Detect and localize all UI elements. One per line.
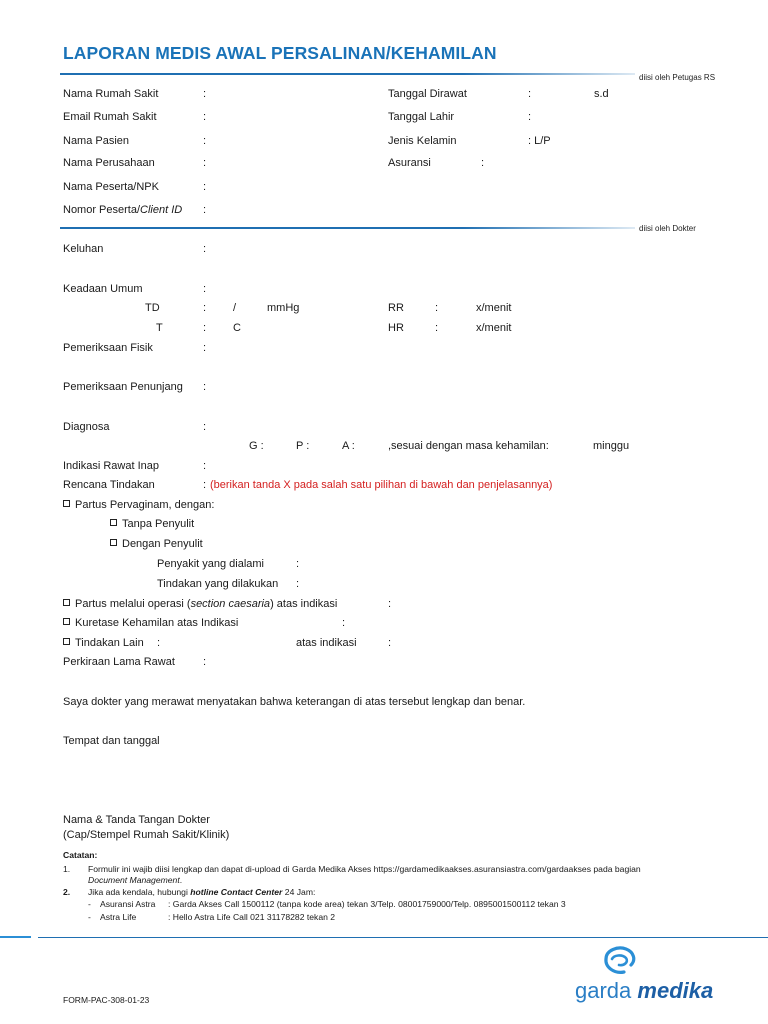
colon: : [203,283,207,295]
label-tindakan-dilakukan: Tindakan yang dilakukan [157,578,279,590]
checkbox[interactable] [110,519,117,526]
label-a: A : [342,440,355,452]
label-nama-pasien: Nama Pasien [63,135,130,147]
label-td: TD [145,302,160,314]
colon: : [342,617,346,629]
contact-label-asuransi-astra: Asuransi Astra [100,899,156,909]
doctor-statement: Saya dokter yang merawat menyatakan bahwa keterangan di atas tersebut lengkap dan benar. [63,696,526,708]
colon: : [203,479,207,491]
label-penyakit-dialami: Penyakit yang dialami [157,558,265,570]
unit-minggu: minggu [593,440,630,452]
colon: : [203,157,207,169]
colon: : [203,181,207,193]
checkbox[interactable] [63,618,70,625]
checkbox[interactable] [110,539,117,546]
colon: : [203,88,207,100]
colon: : [203,656,207,668]
colon: : [481,157,485,169]
option-dengan-penyulit[interactable]: Dengan Penyulit [110,538,203,550]
catatan-item-2: Jika ada kendala, hubungi hotline Contact Center 24 Jam: [88,887,316,897]
checkbox[interactable] [63,500,70,507]
colon: : [203,460,207,472]
label-pemeriksaan-fisik: Pemeriksaan Fisik [63,342,153,354]
label-tempat-tanggal: Tempat dan tanggal [63,735,160,747]
colon: : [435,322,439,334]
form-code: FORM-PAC-308-01-23 [63,995,150,1005]
label-nomor-peserta: Nomor Peserta/Client ID [63,204,183,216]
label-nama-perusahaan: Nama Perusahaan [63,157,155,169]
colon: : [388,637,392,649]
label-jenis-kelamin: Jenis Kelamin [388,135,457,147]
colon: : [203,342,207,354]
logo-wordmark: garda medika [575,978,714,1003]
catatan-item-1-line-1: Formulir ini wajib diisi lengkap dan dapat di-upload di Garda Medika Akses https://gardamedikaakses.asuransiastra.com/gardaakses pada bagian [88,864,641,874]
label-pemeriksaan-penunjang: Pemeriksaan Penunjang [63,381,183,393]
catatan-number-1: 1. [63,864,71,874]
contact-value-asuransi-astra: : Garda Akses Call 1500112 (tanpa kode area) tekan 3/Telp. 08001759000/Telp. 0895001500112 tekan 3 [168,899,566,909]
signature-label: Nama & Tanda Tangan Dokter [63,814,210,826]
unit-x-menit: x/menit [476,322,512,334]
label-atas-indikasi: atas indikasi [296,637,357,649]
colon: : [203,302,207,314]
colon: : [203,135,207,147]
stamp-label: (Cap/Stempel Rumah Sakit/Klinik) [63,829,230,841]
option-partus-operasi[interactable]: Partus melalui operasi (section caesaria) atas indikasi [63,598,337,610]
page-title: LAPORAN MEDIS AWAL PERSALINAN/KEHAMILAN [63,43,497,63]
dash: - [88,912,91,922]
label-keluhan: Keluhan [63,243,104,255]
label-sd: s.d [594,88,609,100]
colon: : [203,421,207,433]
checkbox[interactable] [63,638,70,645]
contact-value-astra-life: : Hello Astra Life Call 021 31178282 tekan 2 [168,912,336,922]
colon: : [296,558,300,570]
label-rr: RR [388,302,404,314]
label-rencana-tindakan: Rencana Tindakan [63,479,155,491]
slash: / [233,302,237,314]
unit-mmhg: mmHg [267,302,300,314]
option-partus-pervaginam[interactable]: Partus Pervaginam, dengan: [63,499,214,511]
unit-x-menit: x/menit [476,302,512,314]
colon: : [528,88,532,100]
dash: - [88,899,91,909]
option-tanpa-penyulit[interactable]: Tanpa Penyulit [110,518,194,530]
colon: : [203,322,207,334]
catatan-item-1-line-2: Document Management. [88,875,183,885]
label-email-rumah-sakit: Email Rumah Sakit [63,111,157,123]
label-indikasi-rawat-inap: Indikasi Rawat Inap [63,460,159,472]
colon: : [203,243,207,255]
label-nama-peserta: Nama Peserta/NPK [63,181,159,193]
unit-c: C [233,322,241,334]
catatan-heading: Catatan: [63,850,98,860]
label-keadaan-umum: Keadaan Umum [63,283,143,295]
label-g: G : [249,440,264,452]
rencana-tindakan-instruction: (berikan tanda X pada salah satu pilihan di bawah dan penjelasannya) [210,479,553,491]
colon: : [203,204,207,216]
checkbox[interactable] [63,599,70,606]
section-divider-dokter [60,227,635,229]
contact-label-astra-life: Astra Life [100,912,137,922]
label-nama-rumah-sakit: Nama Rumah Sakit [63,88,159,100]
section-divider-rs [60,73,635,75]
value-lp: : L/P [528,135,551,147]
note-diisi-petugas-rs: diisi oleh Petugas RS [639,73,716,82]
label-t: T [156,322,163,334]
option-kuretase[interactable]: Kuretase Kehamilan atas Indikasi [63,617,238,629]
label-perkiraan-lama-rawat: Perkiraan Lama Rawat [63,656,175,668]
colon: : [203,381,207,393]
colon: : [388,598,392,610]
garda-medika-logo-icon [600,945,640,982]
catatan-number-2: 2. [63,887,71,897]
label-diagnosa: Diagnosa [63,421,110,433]
footer-divider [38,937,768,938]
label-hr: HR [388,322,404,334]
label-asuransi: Asuransi [388,157,431,169]
option-tindakan-lain[interactable]: Tindakan Lain [63,637,144,649]
label-sesuai-masa-kehamilan: ,sesuai dengan masa kehamilan: [388,440,549,452]
note-diisi-dokter: diisi oleh Dokter [639,224,696,233]
colon: : [157,637,161,649]
colon: : [296,578,300,590]
label-p: P : [296,440,310,452]
colon: : [435,302,439,314]
colon: : [528,111,532,123]
colon: : [203,111,207,123]
logo-swirl-icon [600,945,640,979]
label-tanggal-dirawat: Tanggal Dirawat [388,88,467,100]
footer-accent-line [0,936,31,938]
label-tanggal-lahir: Tanggal Lahir [388,111,455,123]
